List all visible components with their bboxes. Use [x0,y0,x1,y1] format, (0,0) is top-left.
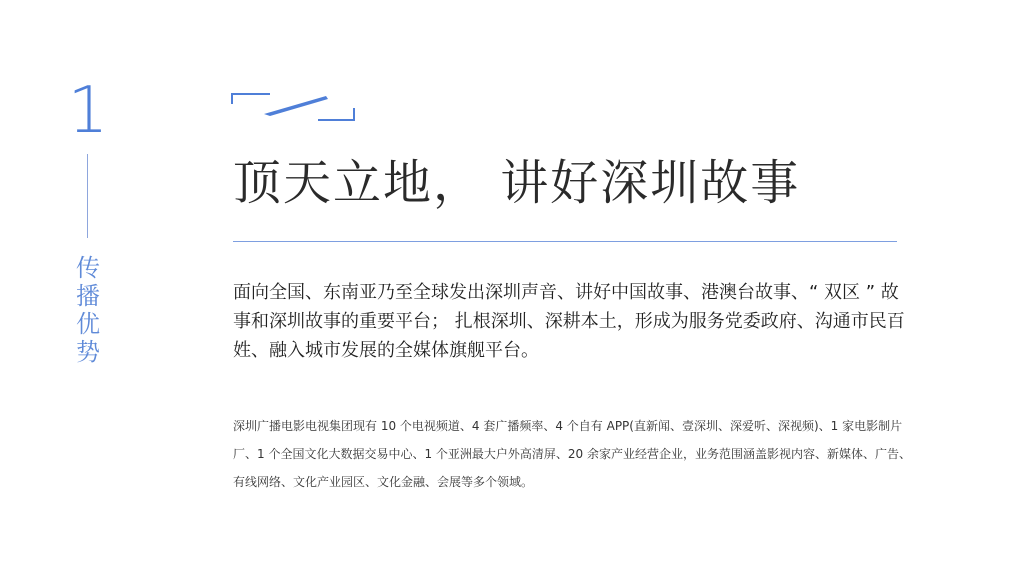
section-label-char: 势 [76,338,100,366]
decorative-bracket-icon [230,92,358,124]
section-number: 1 [67,74,109,148]
title-divider [233,241,897,242]
page-title: 顶天立地， 讲好深圳故事 [233,155,801,211]
section-label-char: 播 [76,282,100,310]
lead-paragraph: 面向全国、东南亚乃至全球发出深圳声音、讲好中国故事、港澳台故事、“ 双区 ” 故事和深圳故事的重要平台； 扎根深圳、深耕本土，形成为服务党委政府、沟通市民百姓、融入城市发展的全媒体旗舰平台。 [233,282,905,361]
body-paragraph: 深圳广播电影电视集团现有 10 个电视频道、4 套广播频率、4 个自有 APP(直新闻、壹深圳、深爱听、深视频)、1 家电影制片厂、1 个全国文化大数据交易中心、1 个亚洲最大户外高清屏、20 余家产业经营企业，业务范围涵盖影视内容、新媒体、广告、有线网络、文化产业园区、文化金融、会展等多个领域。 [233,419,911,489]
section-label [72,254,104,366]
side-divider [87,154,88,238]
section-label-char: 传 [76,254,100,282]
section-label-char: 优 [76,310,100,338]
